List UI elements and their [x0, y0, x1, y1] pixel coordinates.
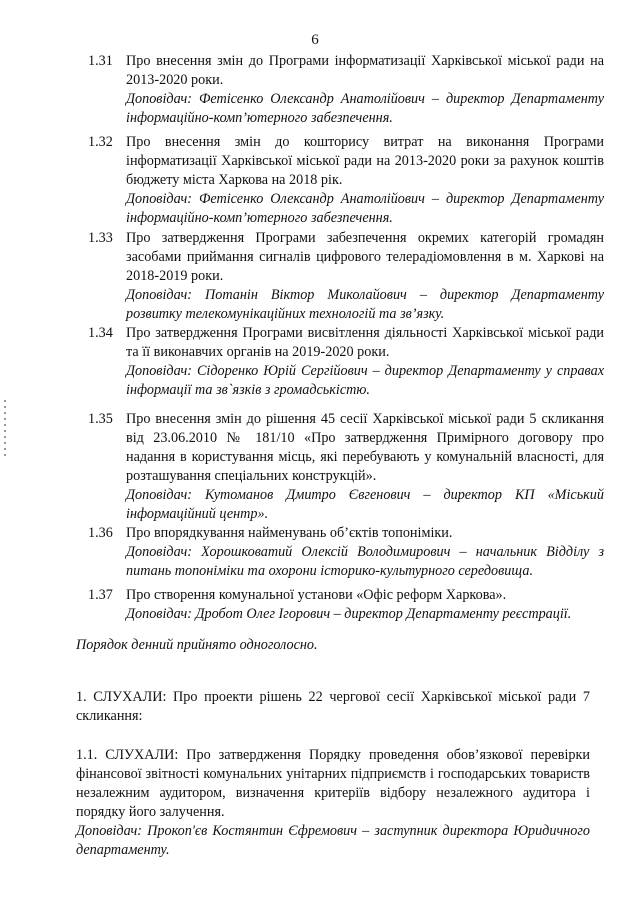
- heard-section-1-1-reporter: Доповідач: Прокоп'єв Костянтин Єфремович – заступник директора Юридичного департаменту.: [76, 823, 590, 858]
- item-number: 1.35: [88, 411, 113, 427]
- agenda-item: [88, 410, 604, 524]
- scan-mark: [4, 400, 6, 460]
- agenda-item: [88, 52, 604, 128]
- item-reporter: Доповідач: Фетісенко Олександр Анатолійович – директор Департаменту інформаційно-комп’ютерного забезпечення.: [126, 91, 604, 126]
- agenda-item: [88, 133, 604, 228]
- item-title: Про внесення змін до Програми інформатизації Харківської міської ради на 2013-2020 роки.: [126, 53, 604, 88]
- agenda-note: Порядок денний прийнято одноголосно.: [76, 637, 318, 653]
- item-reporter: Доповідач: Хорошковатий Олексій Володимирович – начальник Відділу з питань топоніміки та охорони історико-культурного середовища.: [126, 544, 604, 579]
- item-reporter: Доповідач: Фетісенко Олександр Анатолійович – директор Департаменту інформаційно-комп’ютерного забезпечення.: [126, 191, 604, 226]
- agenda-item: [88, 229, 604, 324]
- item-reporter: Доповідач: Сідоренко Юрій Сергійович – директор Департаменту у справах інформації та зв`язків з громадськістю.: [126, 363, 604, 398]
- agenda-item: [88, 586, 604, 624]
- item-title: Про внесення змін до кошторису витрат на виконання Програми інформатизації Харківської міської ради на 2013-2020 роки за рахунок коштів бюджету міста Харкова на 2018 рік.: [126, 134, 604, 188]
- item-number: 1.31: [88, 53, 113, 69]
- item-reporter: Доповідач: Дробот Олег Ігорович – директор Департаменту реєстрації.: [126, 606, 572, 622]
- page-number: 6: [311, 32, 319, 48]
- item-number: 1.37: [88, 587, 113, 603]
- item-title: Про створення комунальної установи «Офіс реформ Харкова».: [126, 587, 507, 603]
- item-number: 1.36: [88, 525, 113, 541]
- item-number: 1.32: [88, 134, 113, 150]
- heard-section-1-1: [76, 746, 590, 860]
- agenda-item: [88, 524, 604, 581]
- item-title: Про затвердження Програми забезпечення окремих категорій громадян засобами приймання сигналів цифрового телерадіомовлення в м. Харкові на 2018-2019 роки.: [126, 230, 604, 284]
- item-title: Про затвердження Програми висвітлення діяльності Харківської міської ради та її виконавчих органів на 2019-2020 роки.: [126, 325, 604, 360]
- item-number: 1.33: [88, 230, 113, 246]
- item-reporter: Доповідач: Потанін Віктор Миколайович – директор Департаменту розвитку телекомунікаційних технологій та зв’язку.: [126, 287, 604, 322]
- item-title: Про впорядкування найменувань об’єктів топоніміки.: [126, 525, 453, 541]
- item-number: 1.34: [88, 325, 113, 341]
- agenda-item: [88, 324, 604, 400]
- item-reporter: Доповідач: Кутоманов Дмитро Євгенович – директор КП «Міський інформаційний центр».: [126, 487, 604, 522]
- heard-section-1-1-text: 1.1. СЛУХАЛИ: Про затвердження Порядку проведення обов’язкової перевірки фінансової звітності комунальних унітарних підприємств і господарських товариств незалежним аудитором, визначення критеріїв відбору незалежного аудитора і порядку його залучення.: [76, 747, 590, 820]
- item-title: Про внесення змін до рішення 45 сесії Харківської міської ради 5 скликання від 23.06.2010 № 181/10 «Про затвердження Примірного договору про надання в користування місць, які перебувають у комунальній власності, для розташування спеціальних конструкцій».: [126, 411, 604, 484]
- heard-section-1: 1. СЛУХАЛИ: Про проекти рішень 22 чергової сесії Харківської міської ради 7 скликання:: [76, 689, 590, 724]
